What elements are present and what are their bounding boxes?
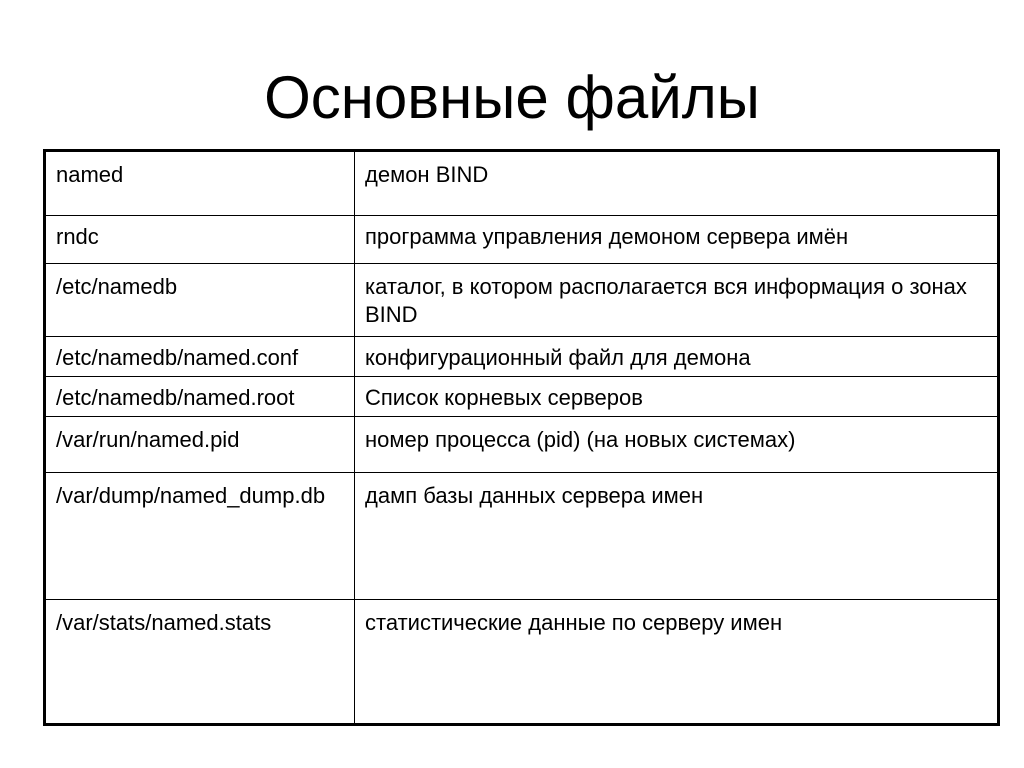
table-row [45, 600, 999, 725]
file-cell: /etc/namedb/named.root [45, 377, 355, 417]
slide-title: Основные файлы [264, 64, 760, 131]
description-cell: Список корневых серверов [355, 377, 999, 417]
description-cell: дамп базы данных сервера имен [355, 473, 999, 600]
table-row [45, 417, 999, 473]
file-cell: /var/stats/named.stats [45, 600, 355, 725]
file-cell: /etc/namedb [45, 264, 355, 337]
file-cell: /var/run/named.pid [45, 417, 355, 473]
description-cell: номер процесса (pid) (на новых системах) [355, 417, 999, 473]
description-cell: каталог, в котором располагается вся информация о зонах BIND [355, 264, 999, 337]
table-row [45, 473, 999, 600]
description-cell: конфигурационный файл для демона [355, 337, 999, 377]
description-cell: демон BIND [355, 151, 999, 216]
file-cell: /etc/namedb/named.conf [45, 337, 355, 377]
description-cell: статистические данные по серверу имен [355, 600, 999, 725]
file-cell: rndc [45, 216, 355, 264]
table-row [45, 151, 999, 216]
table-row [45, 216, 999, 264]
file-cell: /var/dump/named_dump.db [45, 473, 355, 600]
description-cell: программа управления демоном сервера имён [355, 216, 999, 264]
table-row [45, 377, 999, 417]
files-table [43, 149, 1000, 726]
table-row [45, 337, 999, 377]
file-cell: named [45, 151, 355, 216]
table-row [45, 264, 999, 337]
